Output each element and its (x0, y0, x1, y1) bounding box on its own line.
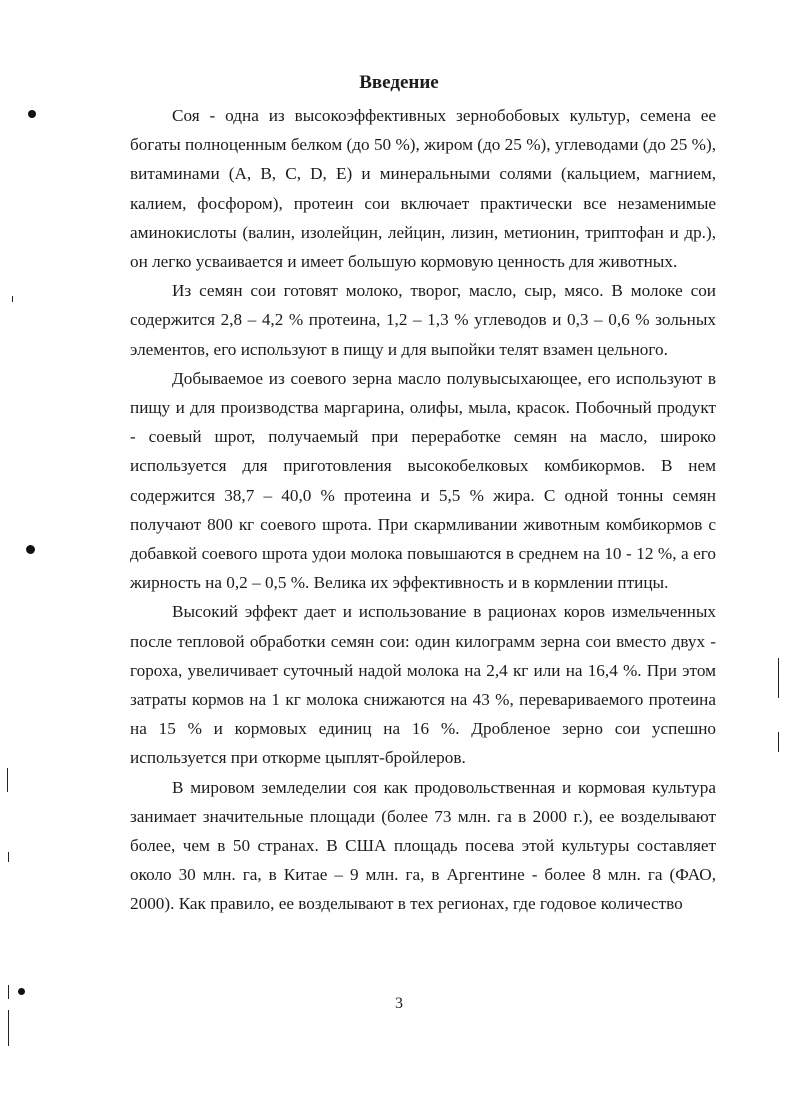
scan-blot-bottom (18, 988, 25, 995)
scan-mark (8, 1010, 9, 1046)
scan-mark (8, 852, 9, 862)
scan-mark (778, 658, 779, 698)
scan-mark (12, 296, 13, 302)
body-text (130, 101, 716, 919)
scan-mark (778, 732, 779, 752)
scan-mark (7, 768, 8, 792)
page-title: Введение (359, 72, 439, 93)
paragraph-feeding-effect: Высокий эффект дает и использование в рационах коров измельченных после тепловой обработки семян сои: один килограмм зерна сои вместо двух - гороха, увеличивает суточный надой молока на 2,4 кг или на 16,4 %. При этом затраты кормов на 1 кг молока снижаются на 43 %, перевариваемого протеина на 15 % и кормовых единиц на 16 %. Дробленое зерно сои успешно используется при откорме цыплят-бройлеров. (130, 602, 716, 768)
scan-mark (8, 985, 9, 999)
paragraph-products: Из семян сои готовят молоко, творог, масло, сыр, мясо. В молоке сои содержится 2,8 – 4,2 % протеина, 1,2 – 1,3 % углеводов и 0,3 – 0,6 % зольных элементов, его используют в пищу и для выпойки телят взамен цельного. (130, 281, 716, 359)
paragraph-oil-meal: Добываемое из соевого зерна масло полувысыхающее, его используют в пищу и для производства маргарина, олифы, мыла, красок. Побочный продукт - соевый шрот, получаемый при переработке семян на масло, широко используется для приготовления высокобелковых комбикормов. В нем содержится 38,7 – 40,0 % протеина и 5,5 % жира. С одной тонны семян получают 800 кг соевого шрота. При скармливании животным комбикормов с добавкой соевого шрота удои молока повышаются в среднем на 10 - 12 %, а его жирность на 0,2 – 0,5 %. Велика их эффективность и в кормлении птицы. (130, 368, 716, 593)
paragraph-world-area: В мировом земледелии соя как продовольственная и кормовая культура занимает значительные площади (более 73 млн. га в 2000 г.), ее возделывают более, чем в 50 странах. В США площадь посева этой культуры составляет около 30 млн. га, в Китае – 9 млн. га, в Аргентине - более 8 млн. га (ФАО, 2000). Как правило, ее возделывают в тех регионах, где годовое количество (130, 777, 716, 914)
scan-blot-middle (26, 545, 35, 554)
scan-blot-top (28, 110, 36, 118)
paragraph-intro: Соя - одна из высокоэффективных зернобобовых культур, семена ее богаты полноценным белком (до 50 %), жиром (до 25 %), углеводами (до 25 %), витаминами (A, B, C, D, E) и минеральными солями (кальцием, магнием, калием, фосфором), протеин сои включает практически все незаменимые аминокислоты (валин, изолейцин, лейцин, лизин, метионин, триптофан и др.), он легко усваивается и имеет большую кормовую ценность для животных. (130, 106, 716, 272)
page-number: 3 (395, 995, 403, 1012)
